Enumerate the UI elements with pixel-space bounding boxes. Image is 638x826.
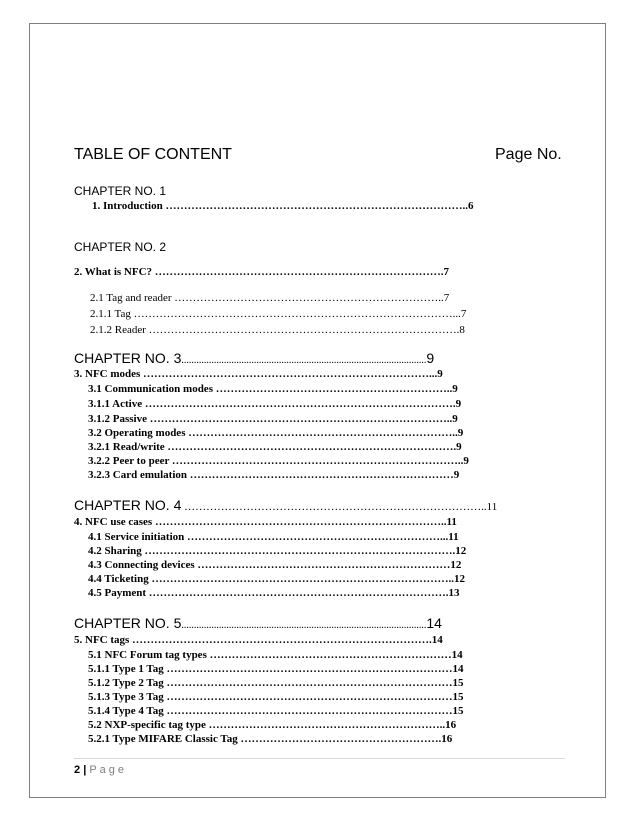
toc-entry: 4.1 Service initiation ……………………………………………………………...11 [88,531,459,543]
toc-entry: 2.1.1 Tag ……………………………………………………………………………...7 [90,308,467,320]
toc-entry: 5.1.3 Type 3 Tag ……………………………………………………………………15 [88,691,464,703]
toc-entry: 4.4 Ticketing ………………………………………………………………………..12 [88,573,465,585]
page-footer [74,764,127,776]
chapter-3-heading: CHAPTER NO. 3 [74,350,182,366]
toc-entry: 5.1.1 Type 1 Tag ……………………………………………………………………14 [88,663,464,675]
chapter-4-heading-line [74,497,497,515]
toc-entry: 4.3 Connecting devices ……………………………………………………………12 [88,559,462,571]
toc-entry: 2.1.2 Reader ………………………………………………………………………….8 [90,324,465,336]
toc-entry: 3.1.2 Passive ………………………………………………………………………..9 [88,413,458,425]
page-no-header: Page No. [495,146,562,163]
toc-entry-introduction: 1. Introduction ………………………………………………………………………..6 [92,200,474,212]
footer-separator: | [83,764,87,776]
toc-entry: 5.1.4 Type 4 Tag ……………………………………………………………………15 [88,705,464,717]
chapter-5-page: 14 [426,615,442,631]
toc-entry: 3. NFC modes ……………………………………………………………………...9 [74,368,443,380]
footer-page-number: 2 [74,764,81,776]
chapter-3-heading-line [74,350,434,368]
toc-entry: 3.1.1 Active ………………………………………………………………………….9 [88,398,462,410]
toc-entry: 4.5 Payment ……………………………………………………………………….13 [88,587,460,599]
toc-entry: 3.2.2 Peer to peer ……………………………………………………………………..9 [88,455,469,467]
toc-entry: 5. NFC tags ……………………………………………………………………….14 [74,634,443,646]
chapter-2-heading: CHAPTER NO. 2 [74,240,167,254]
toc-entry: 2. What is NFC? …………………………………………………………………….7 [74,266,450,278]
toc-entry: 4.2 Sharing ………………………………………………………………………….12 [88,545,467,557]
toc-entry: 4. NFC use cases ……………………………………………………………………..11 [74,516,457,528]
chapter-5-leader: .................................................................................................. [181,620,427,631]
toc-entry: 3.2.1 Read/write …………………………………………………………………….9 [88,441,462,453]
toc-entry: 2.1 Tag and reader ………………………………………………………………..7 [90,292,450,304]
toc-entry: 3.2.3 Card emulation ………………………………………………………………9 [88,469,460,481]
toc-entry: 3.1 Communication modes ………………………………………………………..9 [88,383,458,395]
toc-title: TABLE OF CONTENT [74,146,232,163]
chapter-3-page: 9 [426,350,435,366]
toc-entry: 5.2 NXP-specific tag type ………………………………………………………..16 [88,719,457,731]
chapter-4-heading: CHAPTER NO. 4 [74,497,182,513]
chapter-3-leader: .................................................................................................. [181,355,427,366]
toc-entry: 5.2.1 Type MIFARE Classic Tag ……………………………………………….16 [88,733,453,745]
chapter-4-leader: ………………………………………………………………………..11 [181,501,498,513]
chapter-1-heading: CHAPTER NO. 1 [74,184,167,198]
footer-page-label: Page [89,764,128,776]
toc-entry: 3.2 Operating modes ………………………………………………………………..9 [88,427,464,439]
chapter-5-heading: CHAPTER NO. 5 [74,615,182,631]
chapter-5-heading-line [74,615,442,633]
toc-entry: 5.1 NFC Forum tag types …………………………………………………………14 [88,649,463,661]
toc-entry: 5.1.2 Type 2 Tag ……………………………………………………………………15 [88,677,464,689]
footer-rule [74,758,565,759]
